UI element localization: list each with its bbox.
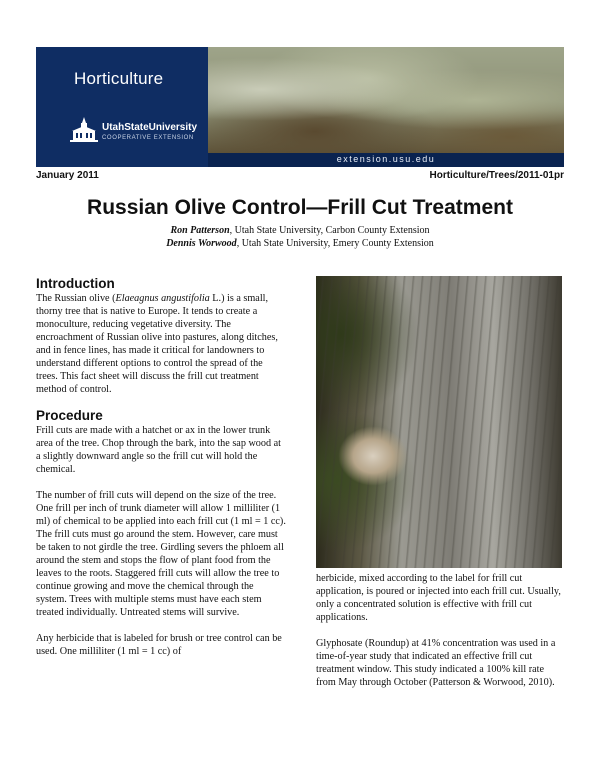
extension-url[interactable]: extension.usu.edu <box>336 154 436 164</box>
intro-paragraph <box>36 292 286 396</box>
intro-text-a: The Russian olive ( <box>36 293 116 304</box>
frill-cut-tree-photo <box>316 276 562 568</box>
author-affiliation: , Utah State University, Emery County Extension <box>236 238 434 249</box>
university-name: UtahStateUniversity <box>102 122 198 133</box>
author-affiliation: , Utah State University, Carbon County Extension <box>229 225 430 236</box>
procedure-heading: Procedure <box>36 408 103 423</box>
frill-cut-wound <box>338 426 408 486</box>
publication-date: January 2011 <box>36 170 99 181</box>
banner-brand-panel <box>36 47 208 167</box>
author-name: Dennis Worwood <box>166 238 237 249</box>
header-banner <box>36 47 564 167</box>
procedure-paragraph-2: The number of frill cuts will depend on the size of the tree. One frill per inch of trunk diameter will allow 1 milliliter (1 ml) of chemical to be applied into each frill cut (1 ml = 1 cc). The frill cuts must go around the stem. However, care must be taken to not girdle the tree. Girdling severs the phloem all around the stem and stops the flow of plant food from the leaves to the roots. Staggered frill cuts will allow the tree to continue growing and move the chemical through the system. Trees with multiple stems must have each stem treated individually. Untreated stems will survive. <box>36 490 286 618</box>
old-main-building-icon <box>70 117 98 143</box>
bark-texture <box>316 276 562 568</box>
species-name: Elaeagnus angustifolia <box>115 293 210 304</box>
intro-text-b: L.) is a small, thorny tree that is native to Europe. It tends to create a monoculture, reducing vegetative diversity. The encroachment of Russian olive into pastures, along ditches, and in fence lines, has made it critical for landowners to understand different options to control the spread of the trees. This fact sheet will discuss the frill cut treatment method of control. <box>36 293 278 395</box>
author-name: Ron Patterson <box>170 225 230 236</box>
right-paragraph-2: Glyphosate (Roundup) at 41% concentration was used in a time-of-year study that indicated an effective frill cut treatment window. This study indicated a 100% kill rate from May through October (Patterson & Worwood, 2010). <box>316 638 556 688</box>
author-line <box>0 224 600 237</box>
intro-heading: Introduction <box>36 276 115 291</box>
banner-url-bar <box>208 153 564 167</box>
procedure-paragraph-3: Any herbicide that is labeled for brush or tree control can be used. One milliliter (1 ml = 1 cc) of <box>36 633 282 657</box>
right-paragraph-1: herbicide, mixed according to the label for frill cut application, is poured or injected into each frill cut. Usually, only a concentrated solution is effective with frill cut applications. <box>316 573 561 623</box>
procedure-paragraph-1: Frill cuts are made with a hatchet or ax in the lower trunk area of the tree. Chop through the bark, into the sap wood at a slightly downward angle so the frill cut will hold the chemical. <box>36 425 281 475</box>
right-column <box>316 572 564 689</box>
banner-tree-photo <box>208 47 564 153</box>
extension-label: COOPERATIVE EXTENSION <box>102 135 194 141</box>
document-title: Russian Olive Control—Frill Cut Treatment <box>87 196 513 219</box>
program-title: Horticulture <box>74 69 164 88</box>
publication-info <box>36 170 564 184</box>
left-column <box>36 276 286 658</box>
author-list <box>0 224 600 250</box>
publication-code: Horticulture/Trees/2011-01pr <box>429 170 564 181</box>
author-line <box>0 237 600 250</box>
